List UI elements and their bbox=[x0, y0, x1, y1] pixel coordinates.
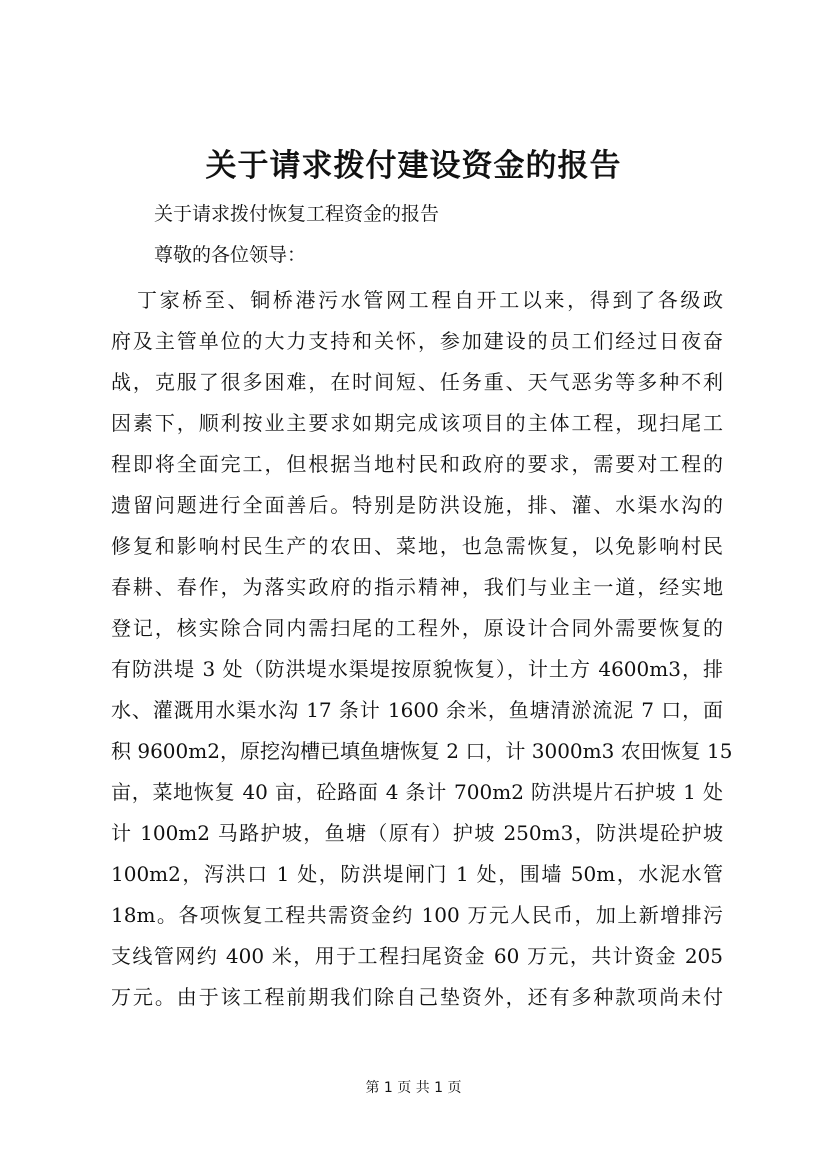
body-line: 积 9600m2，原挖沟槽已填鱼塘恢复 2 口，计 3000m3 农田恢复 15 bbox=[111, 739, 733, 763]
body-line: 遗留问题进行全面善后。特别是防洪设施，排、灌、水渠水沟的 bbox=[111, 493, 723, 517]
salutation: 尊敬的各位领导： bbox=[154, 244, 307, 266]
body-line: 亩，菜地恢复 40 亩，砼路面 4 条计 700m2 防洪堤片石护坡 1 处 bbox=[111, 780, 723, 804]
body-line: 程即将全面完工，但根据当地村民和政府的要求，需要对工程的 bbox=[111, 452, 723, 476]
document-subtitle: 关于请求拨付恢复工程资金的报告 bbox=[154, 203, 440, 225]
body-line: 有防洪堤 3 处（防洪堤水渠堤按原貌恢复），计土方 4600m3，排 bbox=[111, 657, 723, 681]
body-line: 因素下，顺利按业主要求如期完成该项目的主体工程，现扫尾工 bbox=[111, 411, 723, 435]
body-line: 100m2，泻洪口 1 处，防洪堤闸门 1 处，围墙 50m，水泥水管 bbox=[111, 862, 723, 886]
body-paragraph bbox=[111, 280, 733, 1018]
body-line: 计 100m2 马路护坡，鱼塘（原有）护坡 250m3，防洪堤砼护坡 bbox=[111, 821, 723, 845]
body-line: 修复和影响村民生产的农田、菜地，也急需恢复，以免影响村民 bbox=[111, 534, 723, 558]
body-line: 春耕、春作，为落实政府的指示精神，我们与业主一道，经实地 bbox=[111, 575, 723, 599]
body-line: 水、灌溉用水渠水沟 17 条计 1600 余米，鱼塘清淤流泥 7 口，面 bbox=[111, 698, 723, 722]
body-line: 支线管网约 400 米，用于工程扫尾资金 60 万元，共计资金 205 bbox=[111, 944, 723, 968]
body-line: 登记，核实除合同内需扫尾的工程外，原设计合同外需要恢复的 bbox=[111, 616, 723, 640]
body-line: 丁家桥至、铜桥港污水管网工程自开工以来，得到了各级政 bbox=[137, 288, 723, 312]
body-line: 战，克服了很多困难，在时间短、任务重、天气恶劣等多种不利 bbox=[111, 370, 723, 394]
document-title: 关于请求拨付建设资金的报告 bbox=[205, 148, 622, 184]
page-number-footer: 第 1 页 共 1 页 bbox=[365, 1080, 462, 1096]
body-line: 府及主管单位的大力支持和关怀，参加建设的员工们经过日夜奋 bbox=[111, 329, 723, 353]
body-line: 万元。由于该工程前期我们除自己垫资外，还有多种款项尚未付 bbox=[111, 985, 723, 1009]
body-line: 18m。各项恢复工程共需资金约 100 万元人民币，加上新增排污 bbox=[111, 903, 723, 927]
